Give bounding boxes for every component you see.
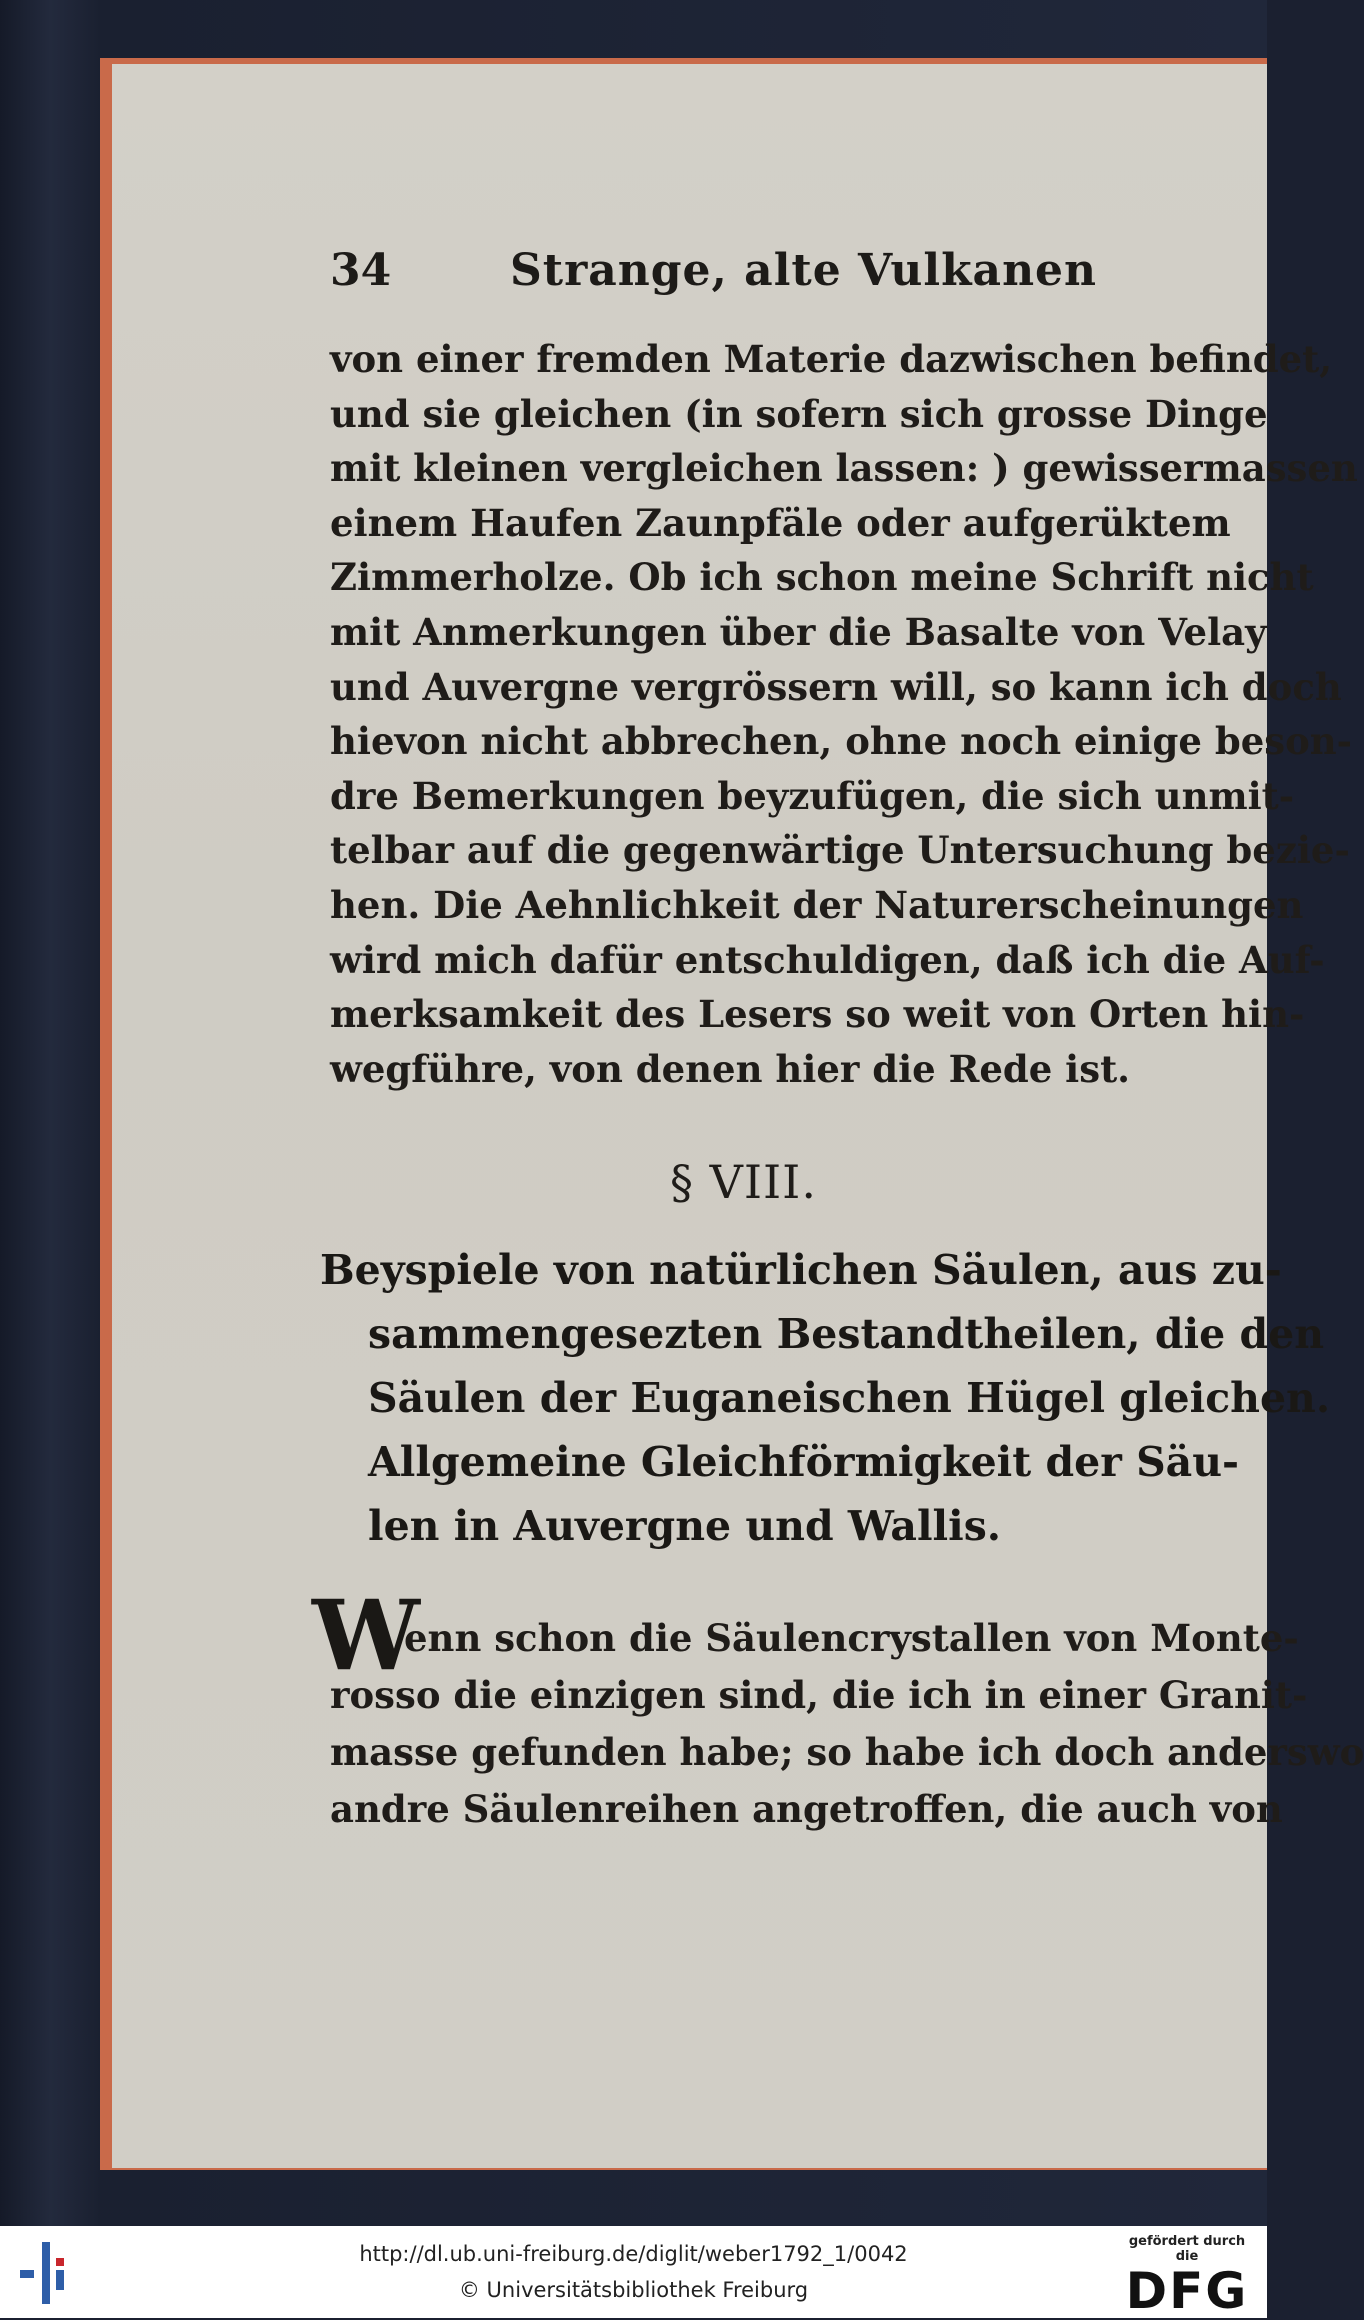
section-number: § VIII. <box>670 1155 817 1209</box>
text-line: Zimmerholze. Ob ich schon meine Schrift nicht <box>330 555 1314 600</box>
heading-line: Allgemeine Gleichförmigkeit der Säu- <box>368 1438 1240 1486</box>
text-line: andre Säulenreihen angetroffen, die auch von <box>330 1787 1283 1831</box>
text-line: masse gefunden habe; so habe ich doch anderswo <box>330 1730 1364 1774</box>
paragraph-2 <box>330 1610 1364 1838</box>
dfg-wordmark: DFG <box>1125 2262 1249 2320</box>
dfg-tagline: gefördert durch die <box>1128 2234 1246 2264</box>
heading-line: sammengesezten Bestandtheilen, die den <box>368 1310 1325 1358</box>
text-line: telbar auf die gegenwärtige Untersuchung bezie- <box>330 828 1350 873</box>
copyright-text: © Universitätsbibliothek Freiburg <box>458 2278 809 2302</box>
text-line: dre Bemerkungen beyzufügen, die sich unmit- <box>330 773 1295 818</box>
dfg-logo <box>1117 2234 1257 2320</box>
footer-bar <box>0 2226 1267 2318</box>
heading-line: Säulen der Euganeischen Hügel gleichen. <box>368 1374 1331 1422</box>
text-line: enn schon die Säulencrystallen von Monte- <box>404 1616 1299 1660</box>
page-header <box>330 245 1160 315</box>
heading-line: Beyspiele von natürlichen Säulen, aus zu- <box>320 1246 1282 1294</box>
heading-line: len in Auvergne und Wallis. <box>368 1502 1002 1550</box>
text-line: und sie gleichen (in sofern sich grosse Dinge <box>330 391 1268 436</box>
text-line: mit Anmerkungen über die Basalte von Velay <box>330 609 1267 654</box>
text-line: einem Haufen Zaunpfäle oder aufgerüktem <box>330 500 1231 545</box>
text-line: hen. Die Aehnlichkeit der Naturerscheinungen <box>330 882 1304 927</box>
text-line: rosso die einzigen sind, die ich in einer Granit- <box>330 1673 1308 1717</box>
text-line: hievon nicht abbrechen, ohne noch einige beson- <box>330 719 1353 764</box>
drop-cap: W <box>312 1579 420 1692</box>
page-number: 34 <box>330 245 392 296</box>
text-line: von einer fremden Materie dazwischen befindet, <box>330 337 1333 381</box>
text-line: wegführe, von denen hier die Rede ist. <box>330 1046 1131 1091</box>
text-line: und Auvergne vergrössern will, so kann ich doch <box>330 664 1342 709</box>
running-title: Strange, alte Vulkanen <box>510 245 1098 296</box>
section-heading <box>320 1238 1331 1558</box>
text-line: merksamkeit des Lesers so weit von Orten hin- <box>330 992 1305 1037</box>
paragraph-1 <box>330 332 1358 1096</box>
text-line: wird mich dafür entschuldigen, daß ich die Auf- <box>330 937 1325 982</box>
source-url-link[interactable]: http://dl.ub.uni-freiburg.de/diglit/weber1792_1/0042 <box>359 2242 908 2266</box>
text-line: mit kleinen vergleichen lassen: ) gewissermassen <box>330 446 1358 491</box>
